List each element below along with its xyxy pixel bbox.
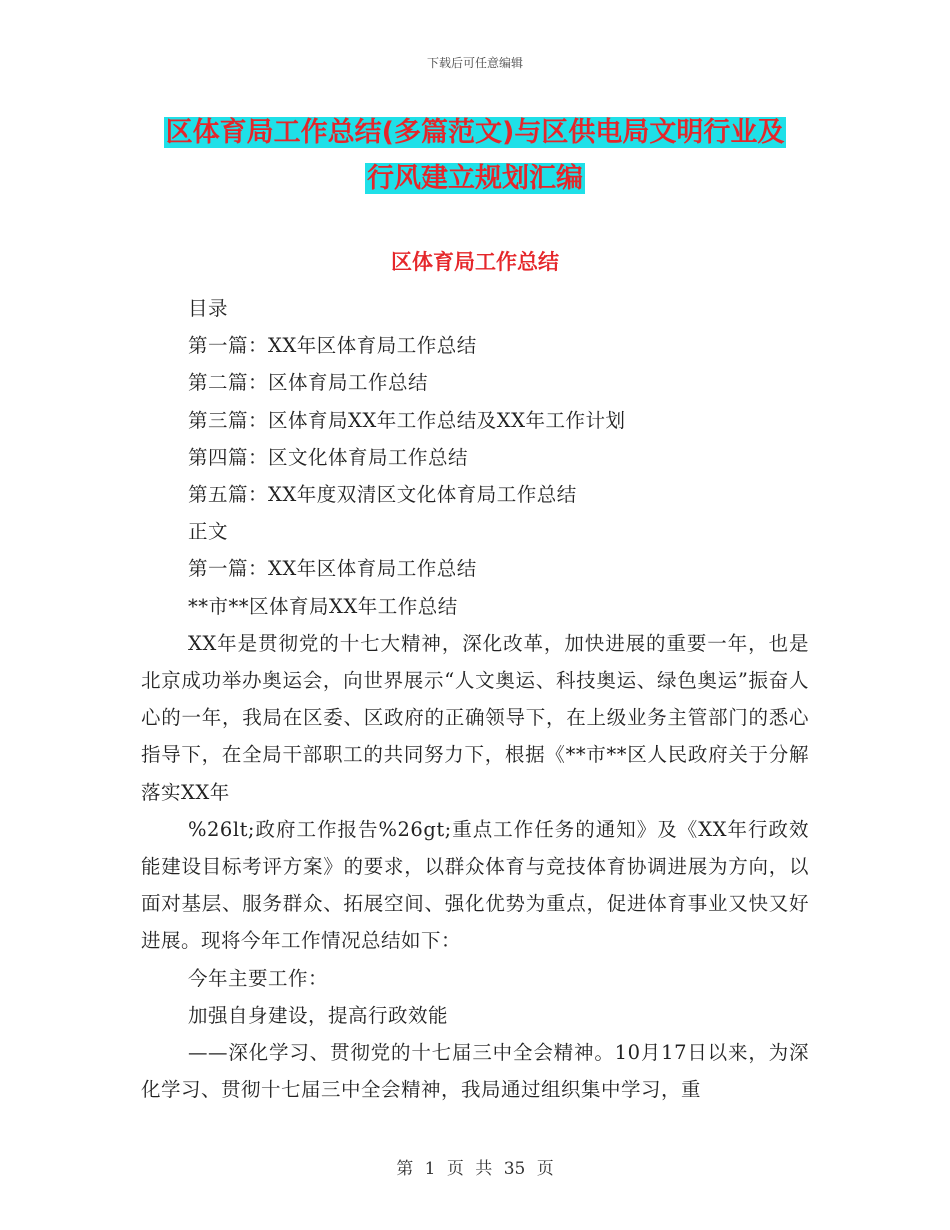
- document-body: [141, 290, 809, 1108]
- document-title-line-2: 行风建立规划汇编: [367, 163, 583, 194]
- header-note: 下载后可任意编辑: [426, 56, 523, 70]
- chapter-title: 第一篇：XX年区体育局工作总结: [188, 557, 477, 581]
- page-number: 第 1 页 共 35 页: [396, 1159, 554, 1179]
- section-title: 区体育局工作总结: [391, 250, 559, 274]
- toc-heading: 目录: [188, 297, 229, 320]
- document-title: [140, 110, 810, 202]
- paragraph-2: %26lt;政府工作报告%26gt;重点工作任务的通知》及《XX年行政效能建设目标考评方案》的要求，以群众体育与竞技体育协调进展为方向，以面对基层、服务群众、拓展空间、强化优势为重点，促进体育事业又快又好进展。现将今年工作情况总结如下：: [141, 817, 809, 953]
- toc-item-2: 第二篇：区体育局工作总结: [188, 371, 429, 395]
- paragraph-5: ——深化学习、贯彻党的十七届三中全会精神。10月17日以来，为深化学习、贯彻十七届三中全会精神，我局通过组织集中学习，重: [141, 1041, 809, 1102]
- paragraph-4: 加强自身建设，提高行政效能: [188, 1003, 449, 1027]
- paragraph-1: XX年是贯彻党的十七大精神，深化改革，加快进展的重要一年，也是北京成功举办奥运会，向世界展示“人文奥运、科技奥运、绿色奥运”振奋人心的一年，我局在区委、区政府的正确领导下，在上级业务主管部门的悉心指导下，在全局干部职工的共同努力下，根据《**市**区人民政府关于分解落实XX年: [141, 631, 809, 804]
- toc-item-1: 第一篇：XX年区体育局工作总结: [188, 334, 477, 358]
- toc-item-3: 第三篇：区体育局XX年工作总结及XX年工作计划: [188, 408, 626, 432]
- chapter-subtitle: **市**区体育局XX年工作总结: [188, 594, 458, 618]
- content-heading: 正文: [188, 520, 229, 544]
- toc-item-4: 第四篇：区文化体育局工作总结: [188, 445, 469, 469]
- document-title-line-1: 区体育局工作总结(多篇范文)与区供电局文明行业及: [165, 117, 785, 148]
- paragraph-3: 今年主要工作：: [188, 966, 329, 990]
- toc-item-5: 第五篇：XX年度双清区文化体育局工作总结: [188, 483, 577, 507]
